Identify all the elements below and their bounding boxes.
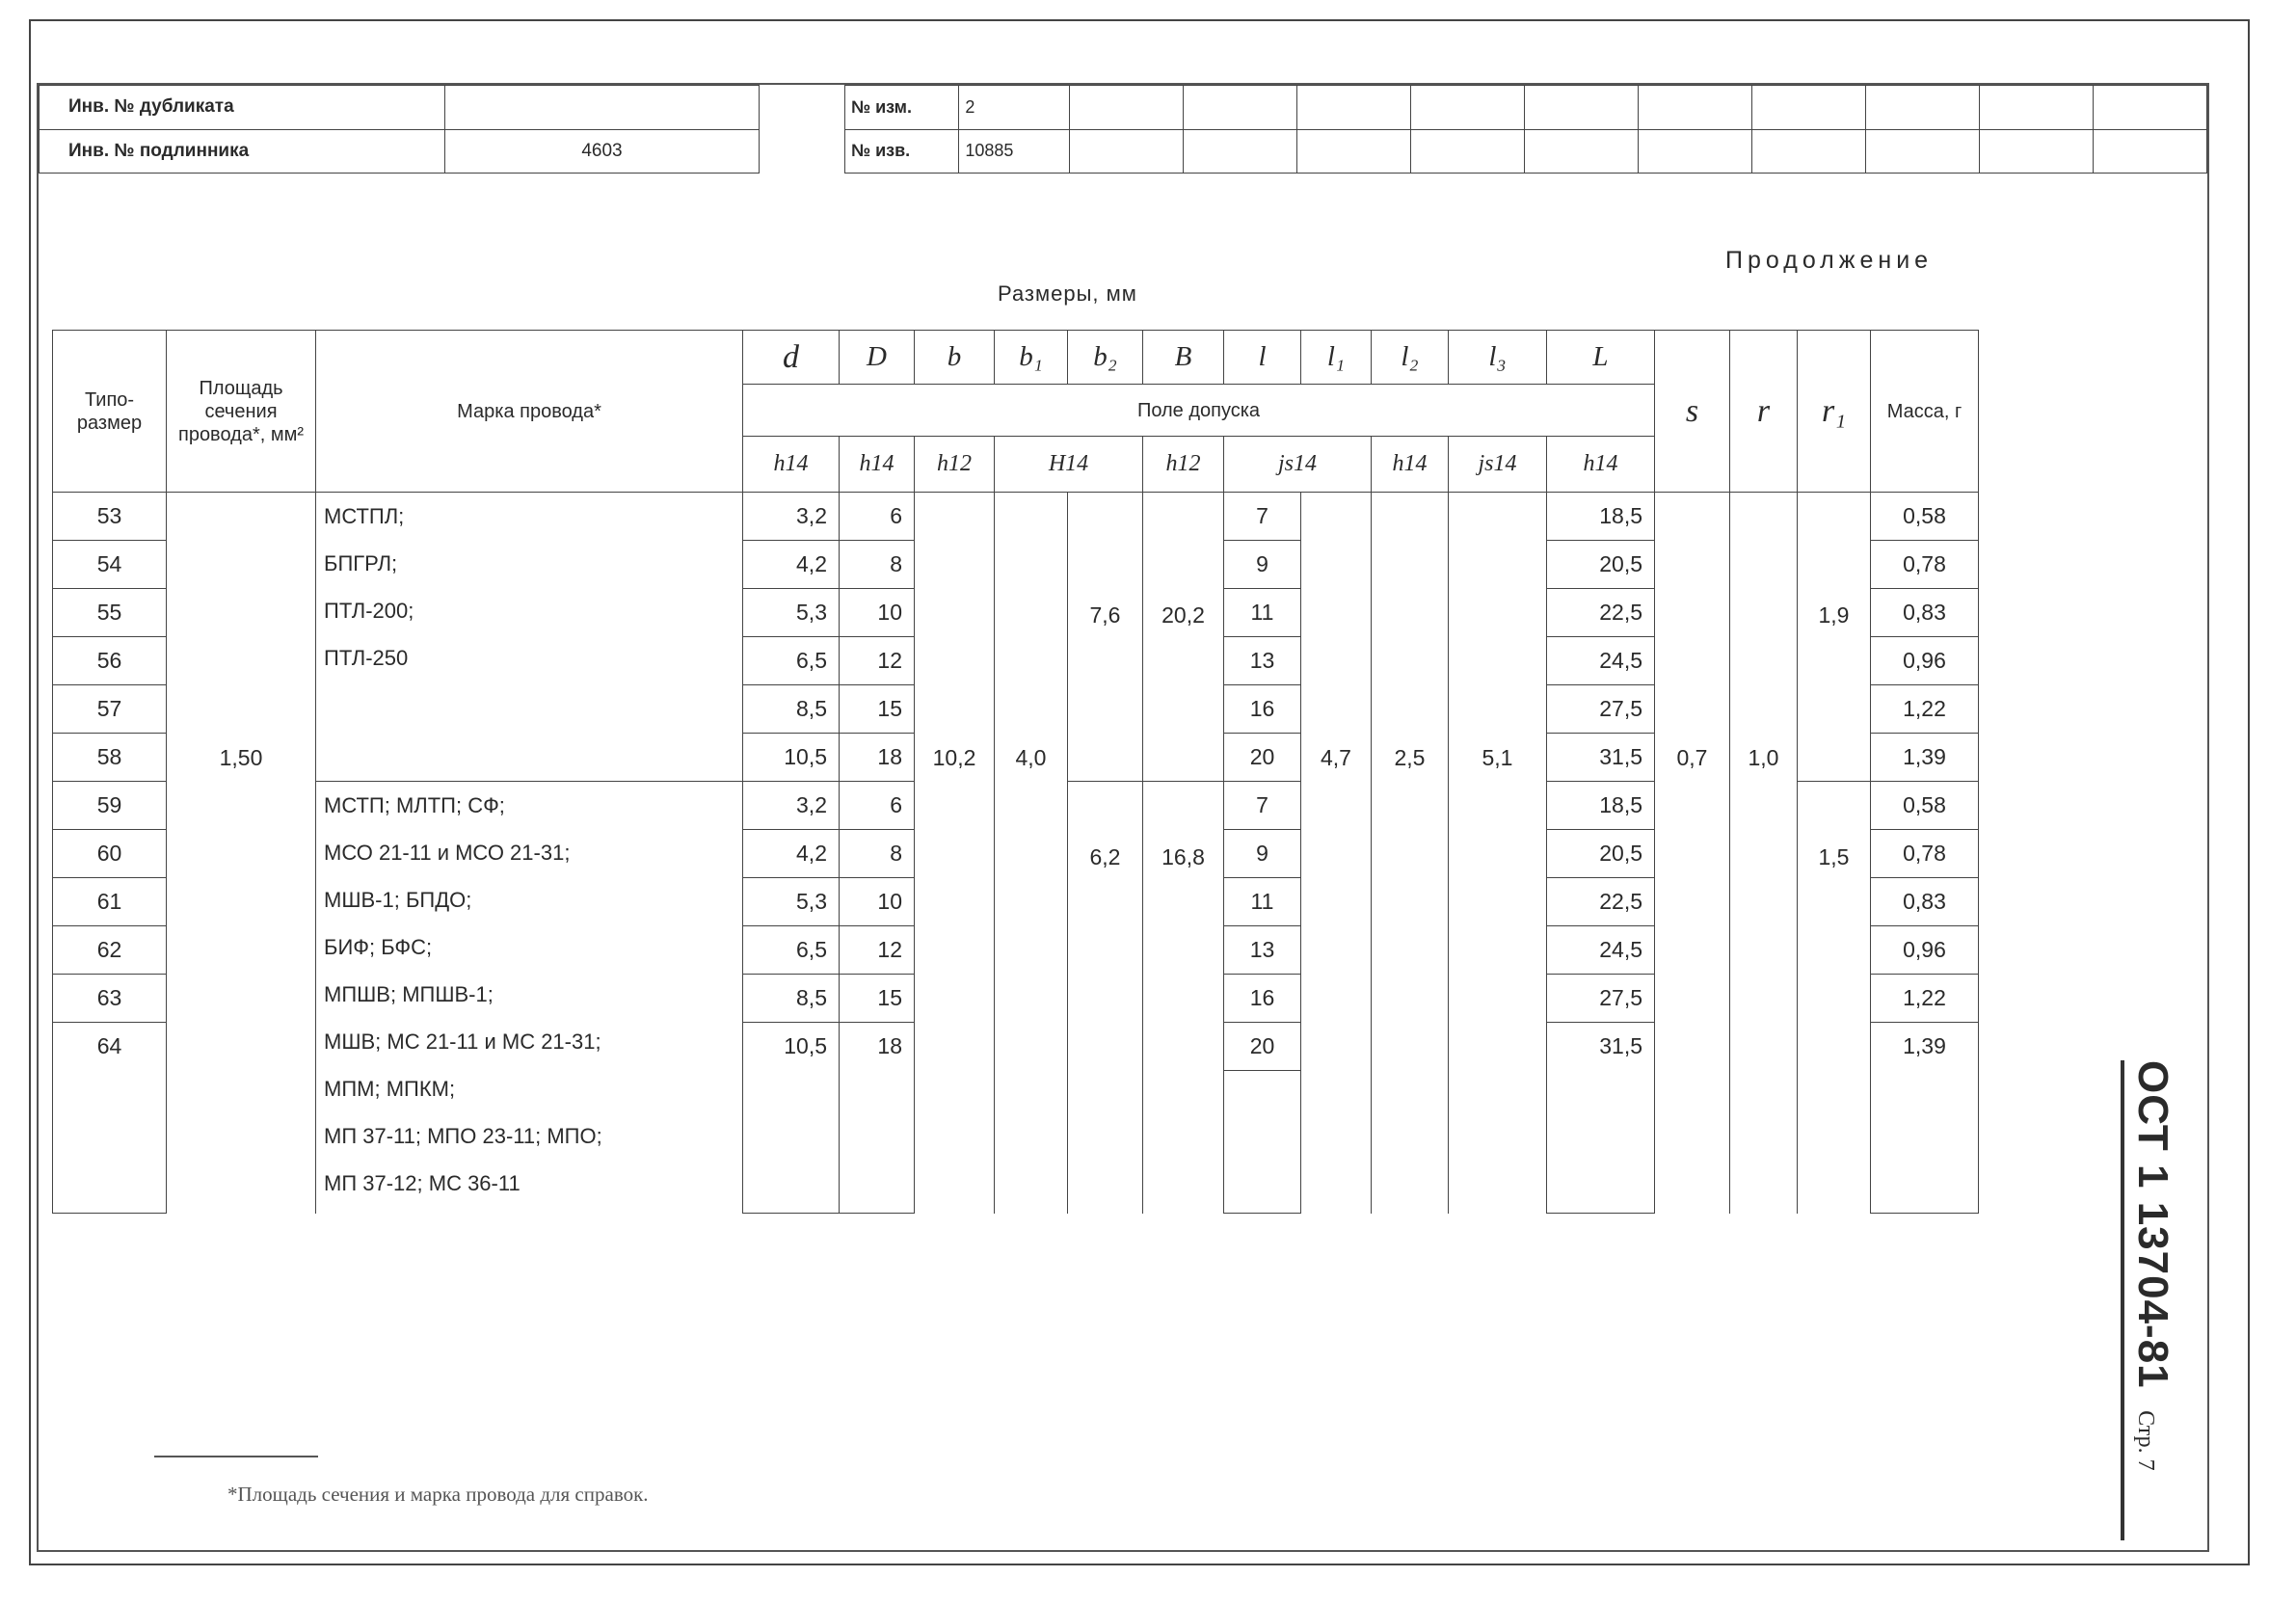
l3-cell: 5,1 <box>1449 493 1547 1214</box>
type-size-cell: 60 <box>53 830 167 878</box>
tol-b1-b2: H14 <box>995 437 1143 493</box>
D-cell: 8 <box>840 541 915 589</box>
B-cell-group1: 20,2 <box>1143 493 1224 782</box>
tol-d: h14 <box>743 437 840 493</box>
tol-L: h14 <box>1547 437 1655 493</box>
area-header: Площадь сечения провода*, мм² <box>167 331 316 493</box>
tol-B: h12 <box>1143 437 1224 493</box>
l-cell: 11 <box>1224 878 1301 926</box>
notice-number-label: № изв. <box>845 129 959 174</box>
L-cell: 22,5 <box>1547 589 1655 637</box>
revision-cell <box>1638 129 1751 174</box>
l-cell: 9 <box>1224 830 1301 878</box>
L-cell: 27,5 <box>1547 685 1655 734</box>
l-cell: 9 <box>1224 541 1301 589</box>
l-cell: 11 <box>1224 589 1301 637</box>
blank-cell <box>1547 1118 1655 1165</box>
grade-line: МСТПЛ; <box>324 504 405 528</box>
blank-cell <box>1871 1165 1979 1214</box>
type-size-header: Типо-размер <box>53 331 167 493</box>
col-d-header: d <box>743 331 840 385</box>
col-l1-header: l₁ <box>1301 331 1372 385</box>
revision-cell <box>1069 86 1183 130</box>
col-l2-header: l₂ <box>1372 331 1449 385</box>
standard-label <box>2126 1060 2184 1542</box>
blank-cell <box>1547 1071 1655 1119</box>
r-cell: 1,0 <box>1730 493 1798 1214</box>
original-inventory-value: 4603 <box>445 129 760 174</box>
L-cell: 31,5 <box>1547 1023 1655 1071</box>
blank-cell <box>840 1165 915 1214</box>
grade-line: МП 37-11; МПО 23-11; МПО; <box>324 1124 602 1148</box>
tol-D: h14 <box>840 437 915 493</box>
D-cell: 18 <box>840 1023 915 1071</box>
blank-cell <box>1871 1071 1979 1119</box>
l-cell: 16 <box>1224 685 1301 734</box>
grade-group-2 <box>316 782 743 1214</box>
grade-header: Марка провода* <box>316 331 743 493</box>
mass-cell: 0,96 <box>1871 926 1979 975</box>
revision-cell <box>1979 129 2093 174</box>
mass-cell: 0,58 <box>1871 782 1979 830</box>
r1-cell-group2: 1,5 <box>1798 782 1871 1214</box>
type-size-cell: 57 <box>53 685 167 734</box>
revision-cell <box>1524 86 1638 130</box>
blank-cell <box>1224 1118 1301 1165</box>
grade-line: МШВ-1; БПДО; <box>324 888 472 912</box>
mass-cell: 1,39 <box>1871 1023 1979 1071</box>
L-cell: 20,5 <box>1547 541 1655 589</box>
continuation-label: Продолжение <box>1725 247 1934 274</box>
grade-line: МПМ; МПКМ; <box>324 1077 456 1101</box>
grade-line: ПТЛ-200; <box>324 599 414 623</box>
col-r-header: r <box>1730 331 1798 493</box>
blank-cell <box>53 1118 167 1165</box>
col-L-header: L <box>1547 331 1655 385</box>
notice-number-value: 10885 <box>959 129 1070 174</box>
blank-cell <box>743 1118 840 1165</box>
inventory-stamp <box>39 85 760 174</box>
L-cell: 27,5 <box>1547 975 1655 1023</box>
blank-cell <box>1224 1165 1301 1214</box>
standard-number: ОСТ 1 13704-81 <box>2129 1060 2176 1389</box>
mass-cell: 0,78 <box>1871 541 1979 589</box>
mass-cell: 1,22 <box>1871 685 1979 734</box>
grade-line: МП 37-12; МС 36-11 <box>324 1171 521 1195</box>
tol-b: h12 <box>915 437 995 493</box>
blank-cell <box>743 1071 840 1119</box>
col-B-header: B <box>1143 331 1224 385</box>
duplicate-inventory-label: Инв. № дубликата <box>40 86 445 130</box>
D-cell: 6 <box>840 493 915 541</box>
L-cell: 18,5 <box>1547 493 1655 541</box>
blank-cell <box>1547 1165 1655 1214</box>
mass-header: Масса, г <box>1871 331 1979 493</box>
d-cell: 8,5 <box>743 975 840 1023</box>
blank-cell <box>53 1071 167 1119</box>
d-cell: 10,5 <box>743 1023 840 1071</box>
blank-cell <box>1224 1071 1301 1119</box>
l1-cell: 4,7 <box>1301 493 1372 1214</box>
grade-group-1 <box>316 493 743 782</box>
d-cell: 6,5 <box>743 637 840 685</box>
L-cell: 22,5 <box>1547 878 1655 926</box>
d-cell: 4,2 <box>743 830 840 878</box>
d-cell: 5,3 <box>743 878 840 926</box>
l-cell: 13 <box>1224 637 1301 685</box>
b2-cell-group1: 7,6 <box>1068 493 1143 782</box>
col-l3-header: l₃ <box>1449 331 1547 385</box>
dimensions-title: Размеры, мм <box>998 281 1137 306</box>
b-cell: 10,2 <box>915 493 995 1214</box>
D-cell: 12 <box>840 926 915 975</box>
footnote: *Площадь сечения и марка провода для справок. <box>227 1483 649 1506</box>
L-cell: 31,5 <box>1547 734 1655 782</box>
col-l-header: l <box>1224 331 1301 385</box>
D-cell: 12 <box>840 637 915 685</box>
blank-cell <box>53 1165 167 1214</box>
revision-cell <box>1069 129 1183 174</box>
grade-line: БПГРЛ; <box>324 551 398 575</box>
tol-l3: js14 <box>1449 437 1547 493</box>
grade-line: БИФ; БФС; <box>324 935 433 959</box>
col-r1-header: r₁ <box>1798 331 1871 493</box>
d-cell: 5,3 <box>743 589 840 637</box>
blank-cell <box>743 1165 840 1214</box>
grade-line: МШВ; МС 21-11 и МС 21-31; <box>324 1029 601 1054</box>
type-size-cell: 56 <box>53 637 167 685</box>
D-cell: 15 <box>840 685 915 734</box>
l-cell: 7 <box>1224 493 1301 541</box>
mass-cell: 0,58 <box>1871 493 1979 541</box>
revision-cell <box>2093 86 2206 130</box>
dimensions-table <box>52 330 1979 1214</box>
l2-cell: 2,5 <box>1372 493 1449 1214</box>
d-cell: 3,2 <box>743 782 840 830</box>
type-size-cell: 59 <box>53 782 167 830</box>
l-cell: 20 <box>1224 1023 1301 1071</box>
D-cell: 8 <box>840 830 915 878</box>
revision-cell <box>1296 129 1410 174</box>
revision-cell <box>1410 129 1524 174</box>
duplicate-inventory-value <box>445 86 760 130</box>
revision-cell <box>1183 86 1296 130</box>
tolerance-field-header: Поле допуска <box>743 385 1655 437</box>
revision-cell <box>1865 129 1979 174</box>
d-cell: 4,2 <box>743 541 840 589</box>
grade-line: МПШВ; МПШВ-1; <box>324 982 494 1006</box>
type-size-cell: 54 <box>53 541 167 589</box>
change-number-value: 2 <box>959 86 1070 130</box>
type-size-cell: 62 <box>53 926 167 975</box>
l-cell: 16 <box>1224 975 1301 1023</box>
revision-cell <box>1751 129 1865 174</box>
mass-cell: 0,83 <box>1871 589 1979 637</box>
type-size-cell: 64 <box>53 1023 167 1071</box>
revision-cell <box>1979 86 2093 130</box>
L-cell: 24,5 <box>1547 926 1655 975</box>
d-cell: 3,2 <box>743 493 840 541</box>
revision-cell <box>1638 86 1751 130</box>
grade-line: МСО 21-11 и МСО 21-31; <box>324 841 571 865</box>
blank-cell <box>840 1071 915 1119</box>
L-cell: 24,5 <box>1547 637 1655 685</box>
revision-cell <box>1296 86 1410 130</box>
change-number-label: № изм. <box>845 86 959 130</box>
revision-cell <box>1410 86 1524 130</box>
D-cell: 10 <box>840 878 915 926</box>
page-number: Стр. 7 <box>2133 1410 2158 1471</box>
standard-label-rule <box>2121 1060 2124 1540</box>
tol-l2: h14 <box>1372 437 1449 493</box>
revision-cell <box>1865 86 1979 130</box>
mass-cell: 0,83 <box>1871 878 1979 926</box>
revision-cell <box>1751 86 1865 130</box>
revision-cell <box>2093 129 2206 174</box>
type-size-cell: 55 <box>53 589 167 637</box>
type-size-cell: 63 <box>53 975 167 1023</box>
col-b2-header: b₂ <box>1068 331 1143 385</box>
tol-l-l1: js14 <box>1224 437 1372 493</box>
type-size-cell: 58 <box>53 734 167 782</box>
mass-cell: 1,39 <box>1871 734 1979 782</box>
type-size-cell: 53 <box>53 493 167 541</box>
l-cell: 13 <box>1224 926 1301 975</box>
l-cell: 7 <box>1224 782 1301 830</box>
grade-line: МСТП; МЛТП; СФ; <box>324 793 505 817</box>
grade-line: ПТЛ-250 <box>324 646 409 670</box>
d-cell: 8,5 <box>743 685 840 734</box>
revision-cell <box>1524 129 1638 174</box>
revision-cell <box>1183 129 1296 174</box>
revision-stamp <box>844 85 2207 174</box>
B-cell-group2: 16,8 <box>1143 782 1224 1214</box>
original-inventory-label: Инв. № подлинника <box>40 129 445 174</box>
col-b1-header: b₁ <box>995 331 1068 385</box>
col-D-header: D <box>840 331 915 385</box>
footnote-rule <box>154 1456 318 1457</box>
D-cell: 18 <box>840 734 915 782</box>
s-cell: 0,7 <box>1655 493 1730 1214</box>
L-cell: 18,5 <box>1547 782 1655 830</box>
blank-cell <box>1871 1118 1979 1165</box>
L-cell: 20,5 <box>1547 830 1655 878</box>
type-size-cell: 61 <box>53 878 167 926</box>
area-cell: 1,50 <box>167 493 316 1214</box>
D-cell: 15 <box>840 975 915 1023</box>
mass-cell: 0,78 <box>1871 830 1979 878</box>
col-b-header: b <box>915 331 995 385</box>
mass-cell: 1,22 <box>1871 975 1979 1023</box>
D-cell: 6 <box>840 782 915 830</box>
d-cell: 6,5 <box>743 926 840 975</box>
blank-cell <box>840 1118 915 1165</box>
b1-cell: 4,0 <box>995 493 1068 1214</box>
b2-cell-group2: 6,2 <box>1068 782 1143 1214</box>
col-s-header: s <box>1655 331 1730 493</box>
d-cell: 10,5 <box>743 734 840 782</box>
mass-cell: 0,96 <box>1871 637 1979 685</box>
l-cell: 20 <box>1224 734 1301 782</box>
r1-cell-group1: 1,9 <box>1798 493 1871 782</box>
D-cell: 10 <box>840 589 915 637</box>
